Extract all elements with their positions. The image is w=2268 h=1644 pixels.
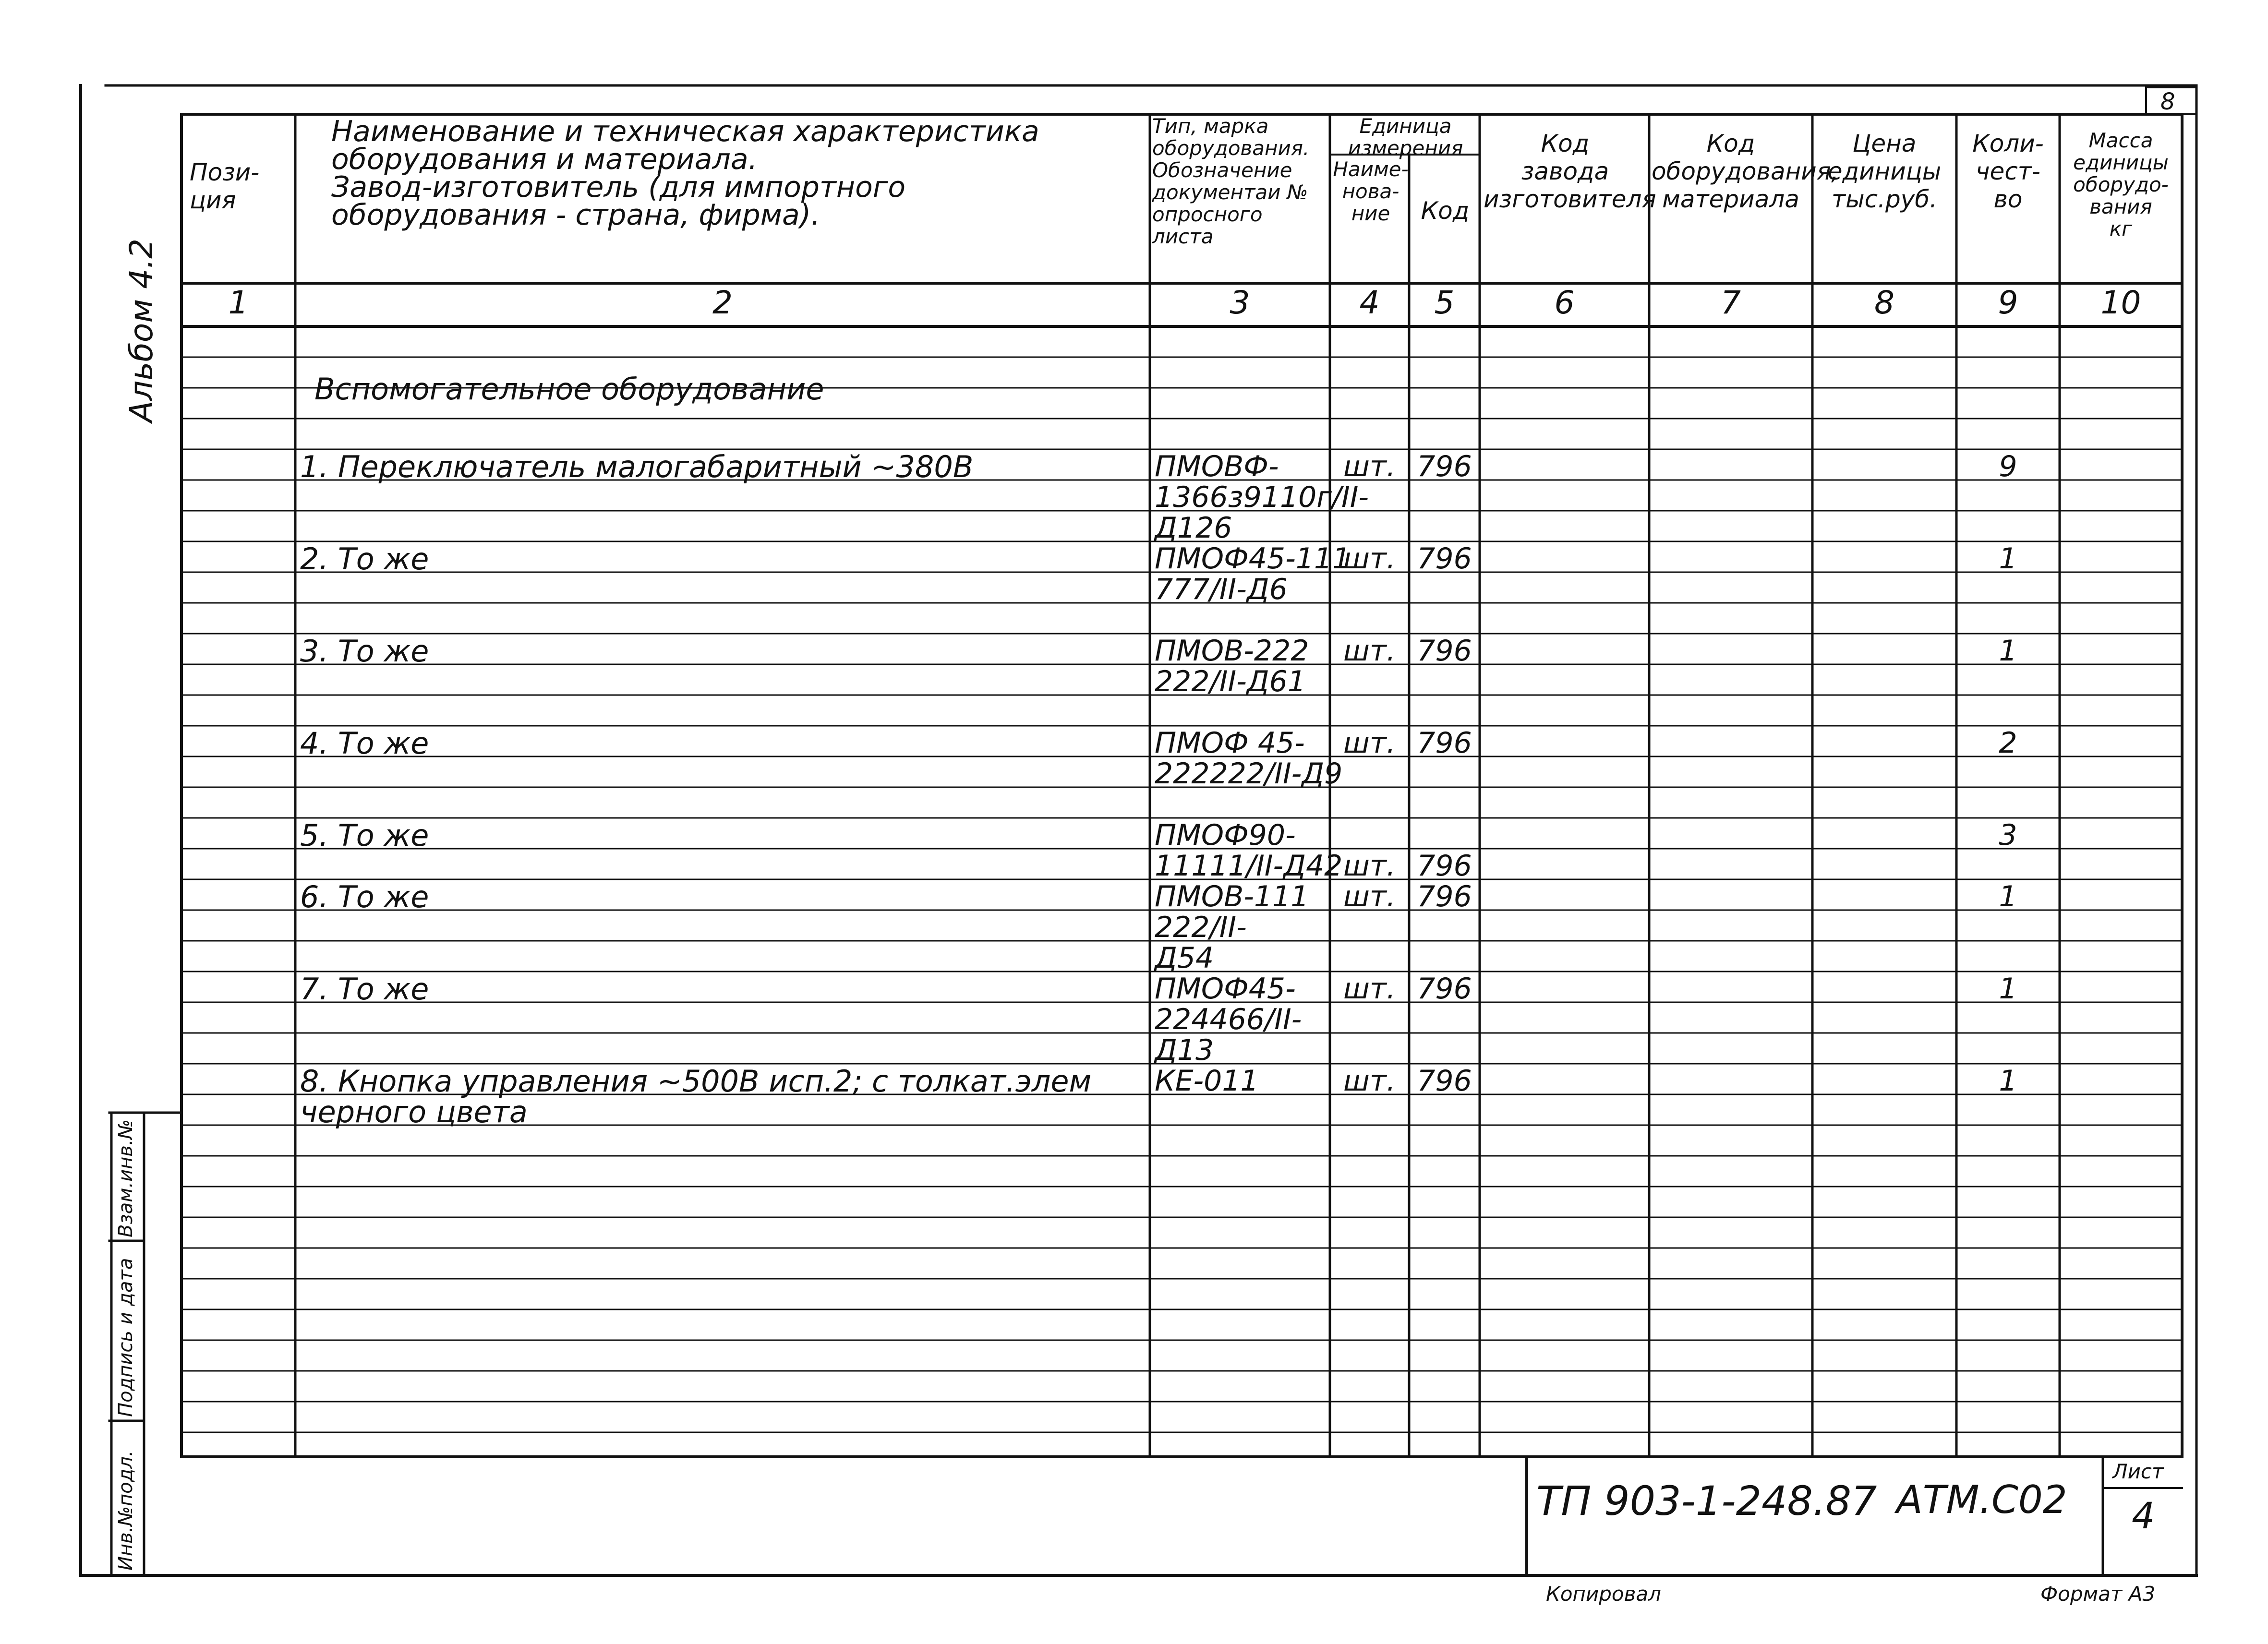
header-mass: Масса единицы оборудо- вания кг [2073, 129, 2169, 240]
header-price: Цена единицы тыс.руб. [1827, 130, 1942, 213]
column-number: 3 [1230, 284, 1250, 321]
header-name: Наименование и техническая характеристика оборудования и материала. Завод-изготовитель (для импортного оборудования - страна, фирма). [331, 115, 1039, 232]
column-number: 6 [1554, 284, 1575, 321]
header-qty: Коли- чест- во [1972, 130, 2044, 213]
item-unit: шт. [1343, 972, 1396, 1006]
paper-format: Формат А3 [2040, 1582, 2156, 1606]
item-name: 3. То же [300, 634, 429, 669]
item-unit: шт. [1343, 634, 1396, 668]
item-unit-code: 796 [1417, 880, 1472, 913]
item-name: 8. Кнопка управления ~500В исп.2; с толкат.элем [300, 1064, 1092, 1099]
item-type: ПМОФ90- [1155, 818, 1296, 852]
item-type: 777/II-Д6 [1155, 573, 1288, 606]
item-type: ПМОВ-111 [1155, 880, 1309, 913]
item-type: 1366з9110г/II- [1155, 480, 1369, 514]
item-unit: шт. [1343, 849, 1396, 883]
top-sheet-number: 8 [2160, 88, 2175, 115]
item-quantity: 9 [1999, 450, 2017, 483]
header-plant-code: Код завода изготовителя [1484, 130, 1656, 213]
item-quantity: 1 [1999, 972, 2017, 1006]
item-name: 4. То же [300, 726, 429, 761]
item-quantity: 3 [1999, 818, 2017, 852]
item-unit-code: 796 [1417, 726, 1472, 760]
column-number: 10 [2100, 284, 2141, 321]
column-number: 5 [1434, 284, 1455, 321]
stamp-sign-date: Подпись и дата [115, 1258, 137, 1417]
column-number: 2 [712, 284, 733, 321]
item-unit-code: 796 [1417, 542, 1472, 576]
item-unit-code: 796 [1417, 972, 1472, 1006]
item-type: 222/II-Д61 [1155, 665, 1306, 698]
item-unit: шт. [1343, 450, 1396, 483]
item-unit: шт. [1343, 880, 1396, 913]
item-quantity: 2 [1999, 726, 2017, 760]
item-type: 224466/II- [1155, 1003, 1302, 1036]
item-type: ПМОВФ- [1155, 450, 1279, 483]
item-unit: шт. [1343, 542, 1396, 576]
header-unit-code: Код [1421, 197, 1470, 225]
stamp-inv-orig: Инв.№подл. [115, 1450, 137, 1571]
column-number: 1 [228, 284, 249, 321]
item-type: Д54 [1155, 941, 1214, 975]
item-unit-code: 796 [1417, 1064, 1472, 1098]
item-type: ПМОВ-222 [1155, 634, 1309, 668]
item-name: 7. То же [300, 972, 429, 1007]
stamp-replace-inv: Взам.инв.№ [115, 1119, 137, 1237]
document-code: ТП 903-1-248.87 [1536, 1477, 1877, 1524]
item-name-continued: черного цвета [300, 1094, 528, 1129]
item-quantity: 1 [1999, 880, 2017, 913]
item-unit-code: 796 [1417, 634, 1472, 668]
column-number: 4 [1359, 284, 1380, 321]
item-type: 222222/II-Д9 [1155, 757, 1343, 791]
item-unit: шт. [1343, 1064, 1396, 1098]
copied-by: Копировал [1546, 1582, 1661, 1606]
item-quantity: 1 [1999, 542, 2017, 576]
item-type: Д126 [1155, 511, 1232, 545]
document-suffix: АТМ.С02 [1896, 1477, 2067, 1522]
item-quantity: 1 [1999, 634, 2017, 668]
header-type: Тип, марка оборудования. Обозначение документаи № опросного листа [1152, 114, 1310, 248]
item-name: 2. То же [300, 541, 429, 576]
item-type: 11111/II-Д42 [1155, 849, 1343, 883]
item-name: 1. Переключатель малогабаритный ~380В [300, 449, 974, 484]
column-number: 7 [1721, 284, 1741, 321]
header-unit-name: Наиме- нова- ние [1333, 157, 1409, 225]
item-name: 5. То же [300, 818, 429, 853]
item-type: 222/II- [1155, 911, 1247, 944]
header-unit-group: Единица измерения [1348, 114, 1463, 160]
item-unit-code: 796 [1417, 450, 1472, 483]
album-label: Альбом 4.2 [123, 238, 160, 422]
column-number: 8 [1874, 284, 1894, 321]
item-type: ПМОФ45-111 [1155, 542, 1351, 576]
sheet-number: 4 [2132, 1494, 2155, 1537]
header-material-code: Код оборудования, материала [1652, 130, 1839, 213]
item-type: Д13 [1155, 1033, 1214, 1067]
header-position: Пози- ция [190, 158, 260, 214]
item-name: 6. То же [300, 879, 429, 914]
item-quantity: 1 [1999, 1064, 2017, 1098]
item-unit-code: 796 [1417, 849, 1472, 883]
item-type: ПМОФ45- [1155, 972, 1296, 1006]
section-title: Вспомогательное оборудование [314, 372, 824, 407]
sheet-label: Лист [2112, 1460, 2164, 1483]
item-type: КЕ-011 [1155, 1064, 1259, 1098]
column-number: 9 [1998, 284, 2018, 321]
item-type: ПМОФ 45- [1155, 726, 1305, 760]
item-unit: шт. [1343, 726, 1396, 760]
